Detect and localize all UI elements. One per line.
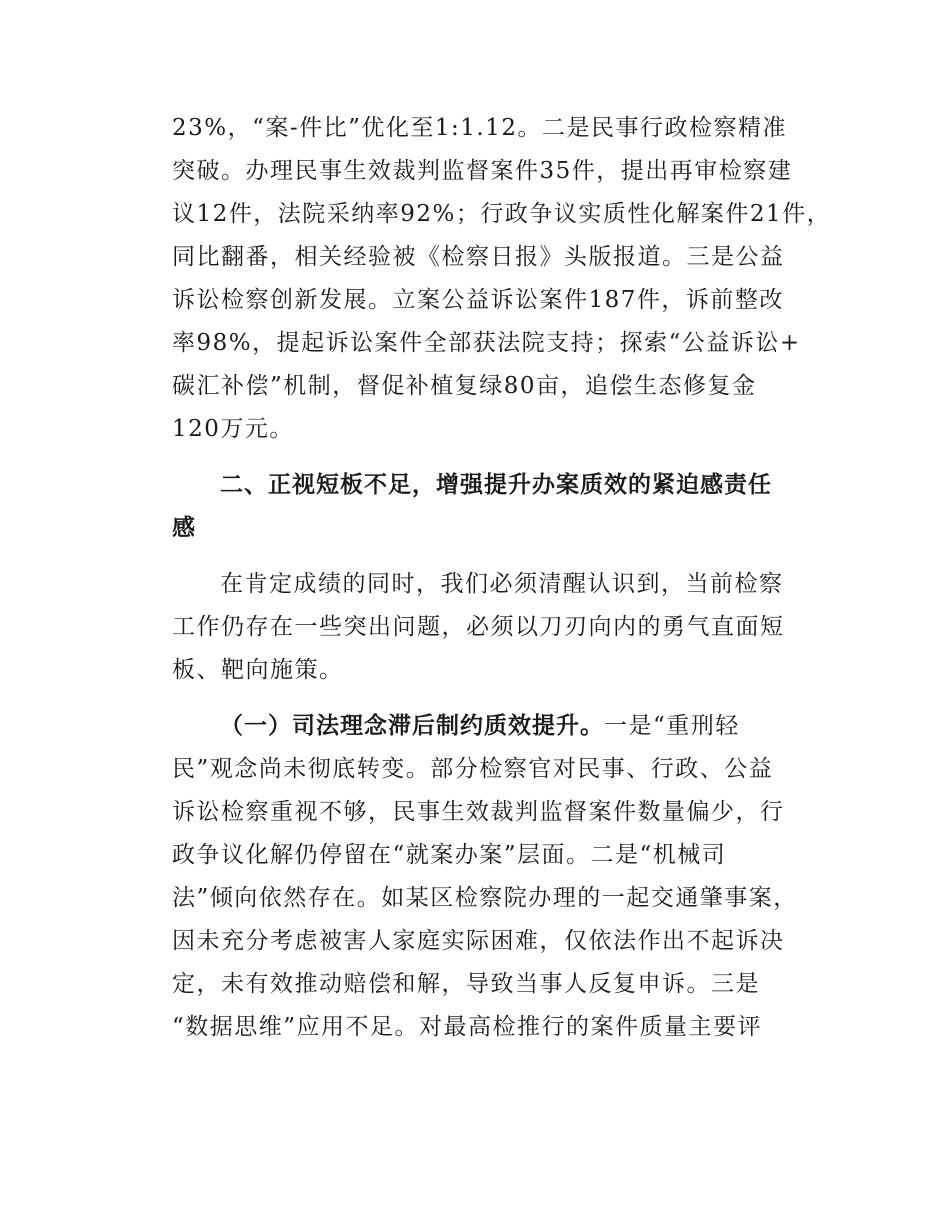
text-line: 板、靶向施策。 [172, 657, 344, 683]
text-line: 同比翻番，相关经验被《检察日报》头版报道。三是公益 [172, 244, 785, 270]
text-line: 法”倾向依然存在。如某区检察院办理的一起交通肇事案， [172, 885, 798, 911]
heading-line: 感 [172, 515, 196, 541]
text-line: 诉讼检察创新发展。立案公益诉讼案件187件，诉前整改 [172, 287, 784, 313]
text-line: 23%，“案-件比”优化至1:1.12。二是民事行政检察精准 [172, 115, 788, 141]
text-line: 定，未有效推动赔偿和解，导致当事人反复申诉。三是 [172, 971, 760, 997]
text-line: 诉讼检察重视不够，民事生效裁判监督案件数量偏少，行 [172, 799, 785, 825]
text-line: “数据思维”应用不足。对最高检推行的案件质量主要评 [172, 1014, 763, 1040]
text-line: 因未充分考虑被害人家庭实际困难，仅依法作出不起诉决 [172, 928, 785, 954]
text-line: 突破。办理民事生效裁判监督案件35件，提出再审检察建 [172, 158, 793, 184]
text-line: 率98%，提起诉讼案件全部获法院支持；探索“公益诉讼+ [172, 330, 801, 356]
text-line: 工作仍存在一些突出问题，必须以刀刃向内的勇气直面短 [172, 614, 785, 640]
text-run: 一是“重刑轻 [604, 713, 740, 739]
text-line-first [220, 711, 740, 741]
text-line: 政争议化解仍停留在“就案办案”层面。二是“机械司 [172, 842, 727, 868]
heading-line: 二、正视短板不足，增强提升办案质效的紧迫感责任 [220, 472, 772, 498]
text-line: 民”观念尚未彻底转变。部分检察官对民事、行政、公益 [172, 756, 774, 782]
text-line: 议12件，法院采纳率92%；行政争议实质性化解案件21件， [172, 201, 832, 227]
text-line: 在肯定成绩的同时，我们必须清醒认识到，当前检察 [220, 571, 784, 597]
subsection-title: （一）司法理念滞后制约质效提升。 [220, 713, 604, 739]
text-line: 120万元。 [172, 416, 294, 442]
text-line: 碳汇补偿”机制，督促补植复绿80亩，追偿生态修复金 [172, 373, 757, 399]
